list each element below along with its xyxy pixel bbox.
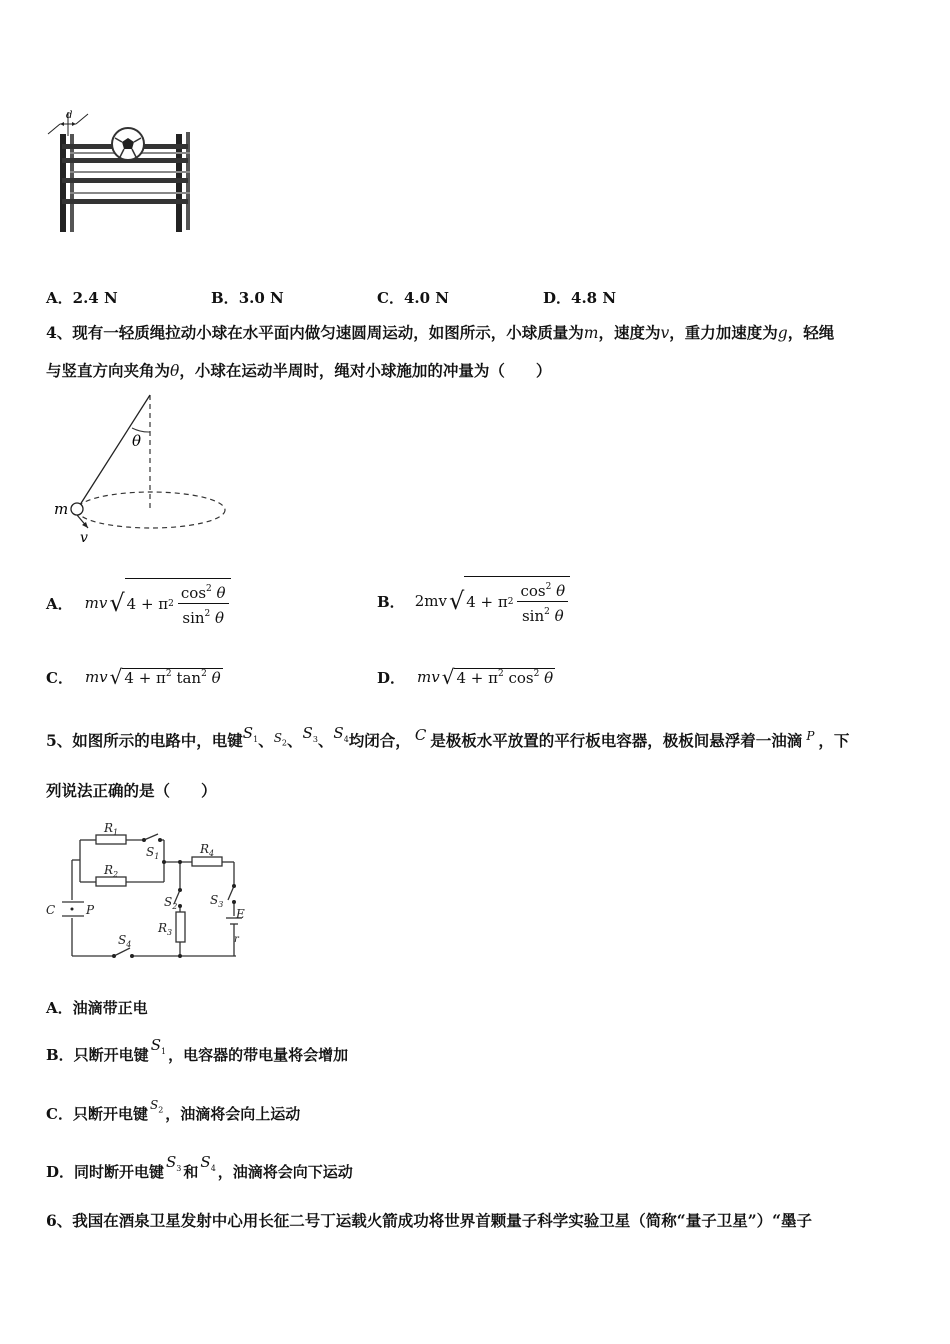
label-S4: S xyxy=(118,933,127,947)
svg-text:R3: $R_3$ xyxy=(158,921,173,937)
svg-text:R1: $R_1$ xyxy=(104,821,119,837)
label-C: C xyxy=(46,903,56,917)
svg-text:S4: $S_4$ xyxy=(118,933,132,949)
svg-text:R2: $R_2$ xyxy=(104,863,119,879)
svg-text:S2: $S_2$ xyxy=(164,895,178,911)
figure-label-m: m xyxy=(54,500,69,518)
q4-stem-line-1: 4、现有一轻质绳拉动小球在水平面内做匀速圆周运动，如图所示，小球质量为m，速度为v，重力加速度为g，轻绳 xyxy=(46,323,835,342)
q3-option-b[interactable]: B．3.0 N xyxy=(211,289,284,307)
q5-option-a[interactable]: A．油滴带正电 xyxy=(46,999,148,1017)
label-R4: R xyxy=(200,842,210,856)
label-R2: R xyxy=(104,863,114,877)
label-E: E xyxy=(236,907,245,921)
shelf-ball-figure xyxy=(40,104,200,236)
q6-stem-line-1: 6、我国在酒泉卫星发射中心用长征二号丁运载火箭成功将世界首颗量子科学实验卫星（简称“量子卫星”）“墨子 xyxy=(46,1211,813,1230)
q3-option-d[interactable]: D．4.8 N xyxy=(543,289,617,307)
conical-pendulum-figure xyxy=(50,390,230,550)
label-S1: S xyxy=(146,845,155,859)
label-R1: R xyxy=(104,821,114,835)
label-S2: S xyxy=(164,895,173,909)
svg-text:S1: $S_1$ xyxy=(146,845,160,861)
q4-option-a[interactable]: A． mv √ 4 + π 2 $\frac{\cos^2 \theta}{\sin^2 \theta}$ xyxy=(46,576,231,630)
figure-label-v: v xyxy=(80,530,88,546)
circuit-figure xyxy=(44,820,249,965)
label-S3: S xyxy=(210,893,219,907)
figure-label-d: d xyxy=(66,110,73,121)
q4-option-b[interactable]: B． 2mv √ 4 + π 2 $\frac{\cos^2 \theta}{\sin^2 \theta}$ xyxy=(377,574,570,628)
label-P: P xyxy=(86,903,95,917)
q5-stem-line-2: 列说法正确的是（ ） xyxy=(46,781,217,800)
label-R3: R xyxy=(158,921,168,935)
q5-option-b[interactable]: B．只断开电键$S_1$ ，电容器的带电量将会增加 xyxy=(46,1036,349,1064)
figure-label-theta: θ xyxy=(132,432,142,450)
q5-option-c[interactable]: C．只断开电键 $^{S_2}$ ，油滴将会向上运动 xyxy=(46,1098,301,1123)
q4-option-d[interactable]: D． mv √ $4 + \pi^2$ $\cos^2 \theta$ xyxy=(377,665,554,689)
q4-stem-line-2: 与竖直方向夹角为θ，小球在运动半周时，绳对小球施加的冲量为（ ） xyxy=(46,361,552,380)
q5-option-d[interactable]: D．同时断开电键$S_3$ 和$S_4$ ，油滴将会向下运动 xyxy=(46,1153,353,1181)
label-r: r xyxy=(234,934,239,945)
q3-option-a[interactable]: A．2.4 N xyxy=(46,289,118,307)
q3-option-c[interactable]: C．4.0 N xyxy=(377,289,449,307)
q4-option-c[interactable]: C． mv √ $4 + \pi^2$ $\tan^2 \theta$ xyxy=(46,665,221,689)
svg-text:S3: $S_3$ xyxy=(210,893,224,909)
q5-stem-line-1: 5、如图所示的电路中，电键$S_1$、$^{S_2}$、$S_3$、$S_4$均闭合， C 是极板水平放置的平行板电容器，极板间悬浮着一油滴 $^P$ ，下 xyxy=(46,724,850,750)
svg-text:R4: $R_4$ xyxy=(200,842,215,858)
